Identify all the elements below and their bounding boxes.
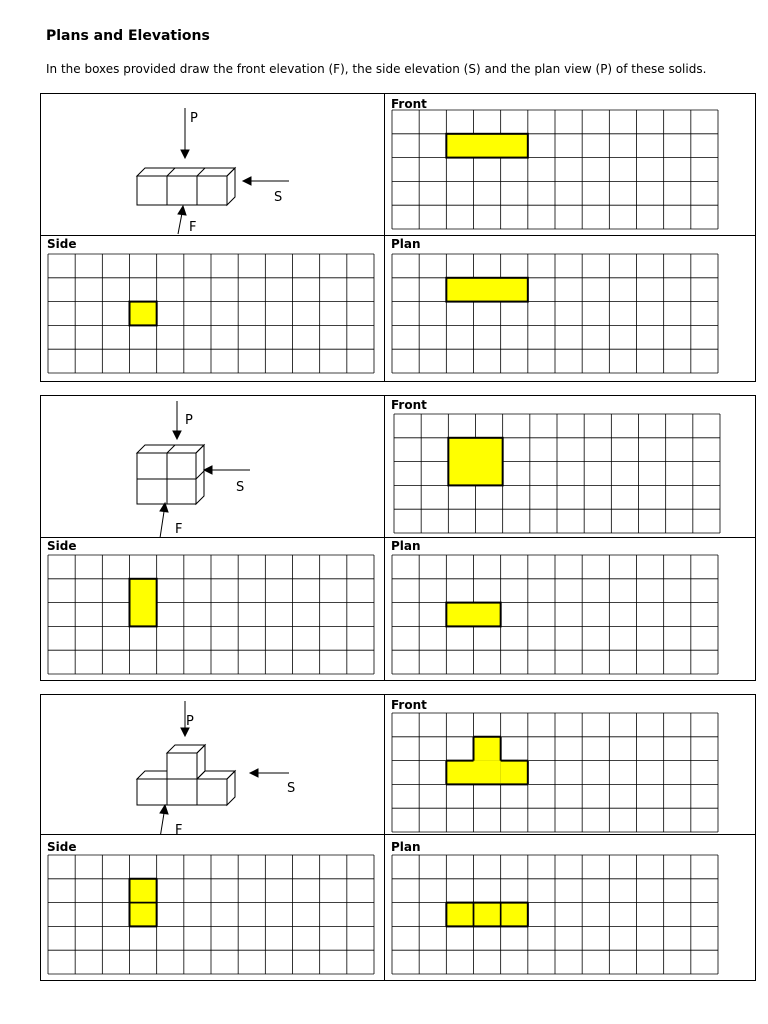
plan-grid[interactable] bbox=[391, 854, 719, 975]
front-grid[interactable] bbox=[391, 712, 719, 833]
f-label: F bbox=[175, 522, 183, 537]
solid-drawing bbox=[41, 695, 384, 834]
front-shaded-cell bbox=[501, 761, 528, 785]
front-label: Front bbox=[391, 97, 427, 111]
panel-divider bbox=[41, 834, 755, 835]
panel-divider bbox=[41, 235, 755, 236]
plan-shaded-cell bbox=[474, 903, 501, 927]
front-grid[interactable] bbox=[391, 109, 719, 230]
problem-1-panel bbox=[40, 93, 756, 382]
f-label: F bbox=[175, 823, 183, 834]
problem-3-panel bbox=[40, 694, 756, 981]
f-label: F bbox=[189, 220, 197, 235]
side-shaded-cell bbox=[130, 903, 157, 927]
plan-shaded-shape bbox=[446, 603, 500, 627]
plan-shaded-shape bbox=[446, 278, 527, 302]
plan-label: Plan bbox=[391, 840, 421, 854]
side-grid[interactable] bbox=[47, 253, 375, 374]
s-label: S bbox=[236, 480, 245, 495]
p-label: P bbox=[185, 413, 193, 428]
s-label: S bbox=[274, 190, 283, 205]
plan-grid[interactable] bbox=[391, 253, 719, 374]
panel-divider bbox=[384, 695, 385, 980]
page-title: Plans and Elevations bbox=[46, 28, 210, 44]
panel-divider bbox=[384, 94, 385, 381]
problem-2-panel bbox=[40, 395, 756, 681]
side-label: Side bbox=[47, 539, 77, 553]
front-shaded-shape bbox=[446, 134, 527, 158]
side-shaded-shape bbox=[130, 579, 157, 627]
side-grid[interactable] bbox=[47, 554, 375, 675]
front-label: Front bbox=[391, 398, 427, 412]
solid-drawing bbox=[41, 94, 384, 235]
front-shaded-shape bbox=[448, 438, 502, 486]
plan-label: Plan bbox=[391, 237, 421, 251]
plan-label: Plan bbox=[391, 539, 421, 553]
front-grid[interactable] bbox=[393, 413, 721, 534]
solid-drawing bbox=[41, 396, 384, 537]
p-label: P bbox=[190, 111, 198, 126]
p-label: P bbox=[186, 714, 194, 729]
side-label: Side bbox=[47, 840, 77, 854]
side-shaded-shape bbox=[130, 302, 157, 326]
plan-shaded-cell bbox=[501, 903, 528, 927]
front-label: Front bbox=[391, 698, 427, 712]
plan-shaded-cell bbox=[446, 903, 473, 927]
side-shaded-cell bbox=[130, 879, 157, 903]
front-shaded-cell bbox=[474, 761, 501, 785]
panel-divider bbox=[384, 396, 385, 680]
front-shaded-cell bbox=[446, 761, 473, 785]
instructions: In the boxes provided draw the front elevation (F), the side elevation (S) and the plan view (P) of these solids. bbox=[46, 62, 707, 76]
side-grid[interactable] bbox=[47, 854, 375, 975]
front-shaded-cell bbox=[474, 737, 501, 761]
plan-grid[interactable] bbox=[391, 554, 719, 675]
side-label: Side bbox=[47, 237, 77, 251]
panel-divider bbox=[41, 537, 755, 538]
s-label: S bbox=[287, 781, 296, 796]
